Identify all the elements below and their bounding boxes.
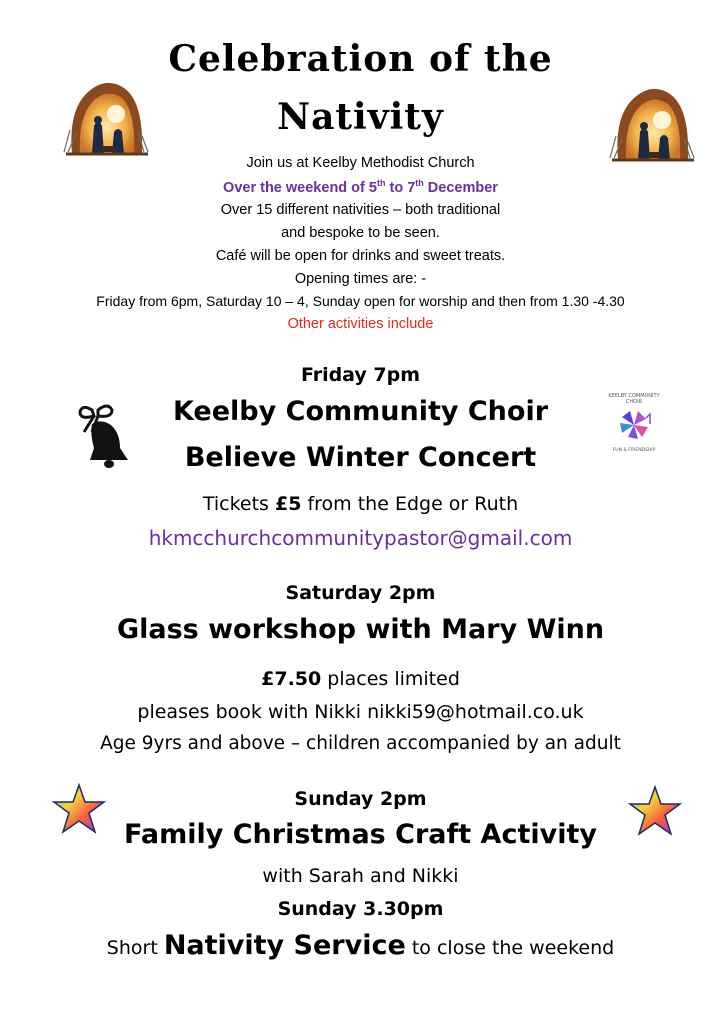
intro-dates: Over the weekend of 5th to 7th December [223,178,498,196]
intro-opening-times: Friday from 6pm, Saturday 10 – 4, Sunday open for worship and then from 1.30 -4.30 [96,293,625,309]
friday-event-line1: Keelby Community Choir [172,396,549,427]
bell-icon [72,402,134,470]
sunday-service: Short Nativity Service to close the weekend [106,930,615,961]
page-title-line1: Celebration of the [168,38,553,80]
intro-nativities: Over 15 different nativities – both traditional [220,202,501,218]
friday-time: Friday 7pm [300,364,421,386]
sunday-event: Family Christmas Craft Activity [124,819,597,850]
intro-other-activities: Other activities include [287,316,434,332]
friday-tickets: Tickets £5 from the Edge or Ruth [202,493,519,515]
intro-cafe: Café will be open for drinks and sweet treats. [215,248,506,264]
saturday-event: Glass workshop with Mary Winn [116,614,605,645]
choir-logo: KEELBY COMMUNITY CHOIR FUN & FRIENDSHIP [602,392,666,456]
nativity-scene-icon [58,70,154,162]
sunday-time: Sunday 2pm [294,788,427,810]
intro-location: Join us at Keelby Methodist Church [246,155,475,171]
saturday-time: Saturday 2pm [285,582,436,604]
saturday-age: Age 9yrs and above – children accompanied by an adult [100,733,621,754]
saturday-booking: pleases book with Nikki nikki59@hotmail.co.uk [137,701,584,723]
intro-bespoke: and bespoke to be seen. [281,225,440,241]
friday-email-link[interactable]: hkmcchurchcommunitypastor@gmail.com [148,526,573,550]
sunday-with: with Sarah and Nikki [262,865,459,887]
friday-event-line2: Believe Winter Concert [184,442,537,473]
sunday-time2: Sunday 3.30pm [277,898,444,920]
star-icon [626,784,684,840]
saturday-price: £7.50 places limited [261,668,460,690]
star-icon [50,782,108,838]
intro-opening-label: Opening times are: - [294,271,427,287]
page-title-line2: Nativity [277,96,444,138]
